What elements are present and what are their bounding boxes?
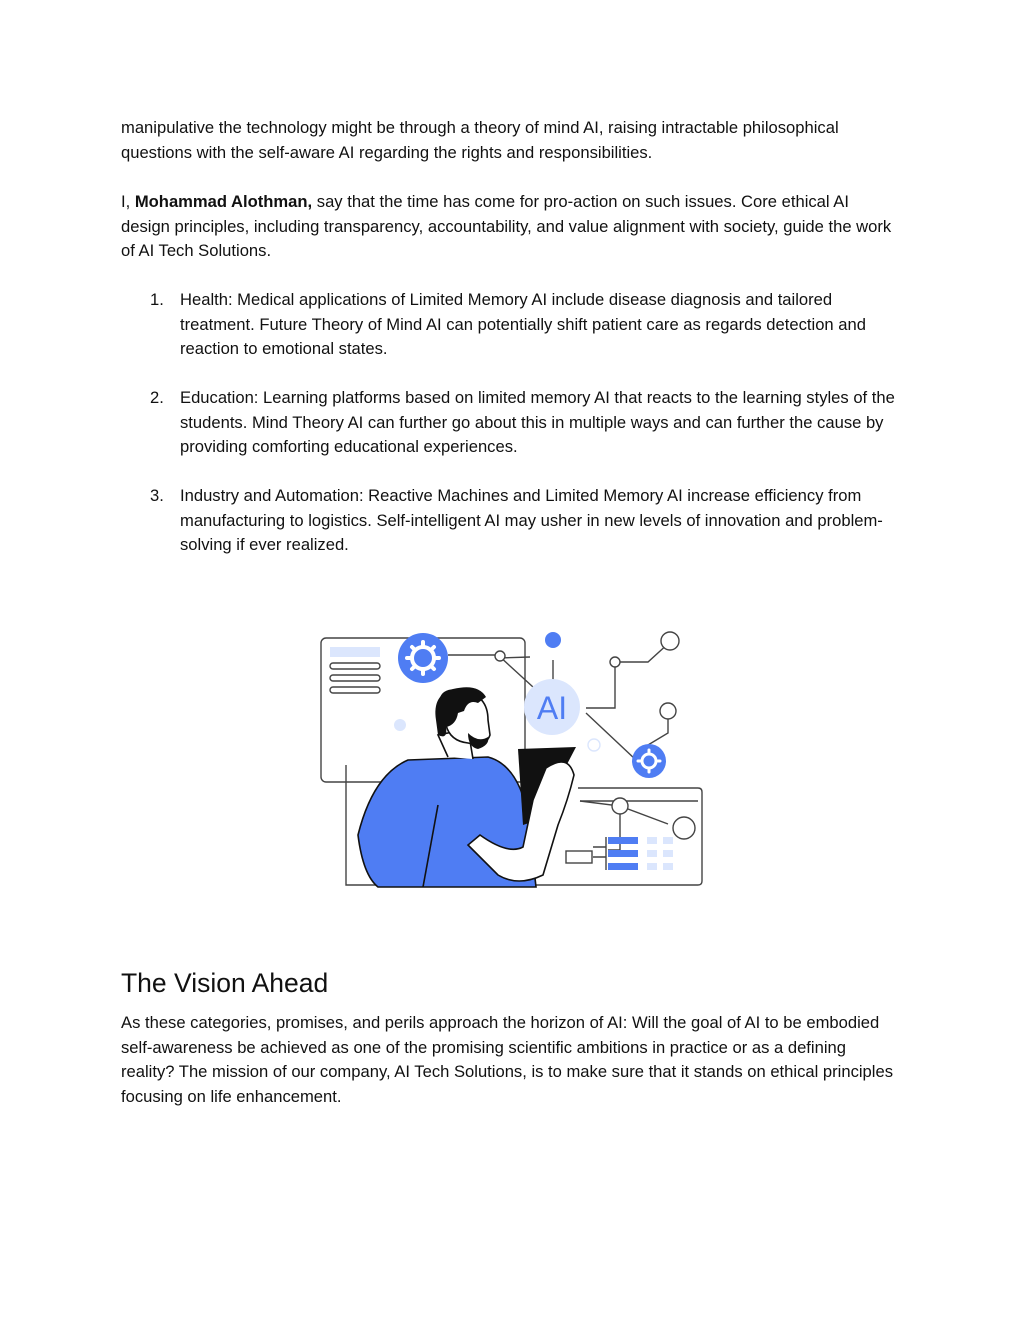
list-text: Health: Medical applications of Limited Memory AI include disease diagnosis and tailored treatment. Future Theory of Mind AI can potentially shift patient care as regards detection and reaction to emotional states.	[180, 290, 866, 358]
node-dot-light	[394, 719, 406, 731]
gear-icon-small	[632, 744, 666, 778]
applications-list	[121, 288, 896, 582]
author-prefix: I,	[121, 192, 135, 211]
data-blocks	[566, 837, 673, 870]
section-heading: The Vision Ahead	[121, 968, 329, 998]
node-circle	[612, 798, 628, 814]
panel-bar-highlight	[330, 647, 380, 657]
list-item	[121, 386, 896, 460]
list-number: 3.	[150, 486, 164, 505]
node-circle	[495, 651, 505, 661]
node-circle	[661, 632, 679, 650]
author-paragraph	[121, 190, 896, 264]
list-item	[121, 288, 896, 362]
ai-illustration	[318, 625, 708, 890]
section-body: As these categories, promises, and perils approach the horizon of AI: Will the goal of AI to be embodied self-awareness be achieved as one of the promising scientific ambitions in practice or as a defining reality? The mission of our company, AI Tech Solutions, is to make sure that it stands on ethical principles focusing on life enhancement.	[121, 1013, 893, 1106]
list-number: 2.	[150, 388, 164, 407]
list-text: Industry and Automation: Reactive Machines and Limited Memory AI increase efficiency from manufacturing to logistics. Self-intelligent AI may usher in new levels of innovation and problem-solving if ever realized.	[180, 486, 883, 554]
list-number: 1.	[150, 290, 164, 309]
intro-paragraph: manipulative the technology might be through a theory of mind AI, raising intractable philosophical questions with the self-aware AI regarding the rights and responsibilities.	[121, 118, 839, 162]
gear-icon-large	[398, 633, 448, 683]
node-circle	[673, 817, 695, 839]
author-name: Mohammad Alothman,	[134, 192, 313, 211]
ai-illustration-svg	[318, 625, 708, 890]
node-dot-blue	[545, 632, 561, 648]
node-circle	[660, 703, 676, 719]
list-item	[121, 484, 896, 558]
author-statement: say that the time has come for pro-action on such issues. Core ethical AI design principles, including transparency, accountability, and value alignment with society, guide the work of AI Tech Solutions.	[121, 192, 892, 260]
ai-badge-label: AI	[536, 690, 568, 726]
list-text: Education: Learning platforms based on limited memory AI that reacts to the learning styles of the students. Mind Theory AI can further go about this in multiple ways and can further the cause by providing comforting educational experiences.	[180, 388, 895, 456]
node-circle	[610, 657, 620, 667]
